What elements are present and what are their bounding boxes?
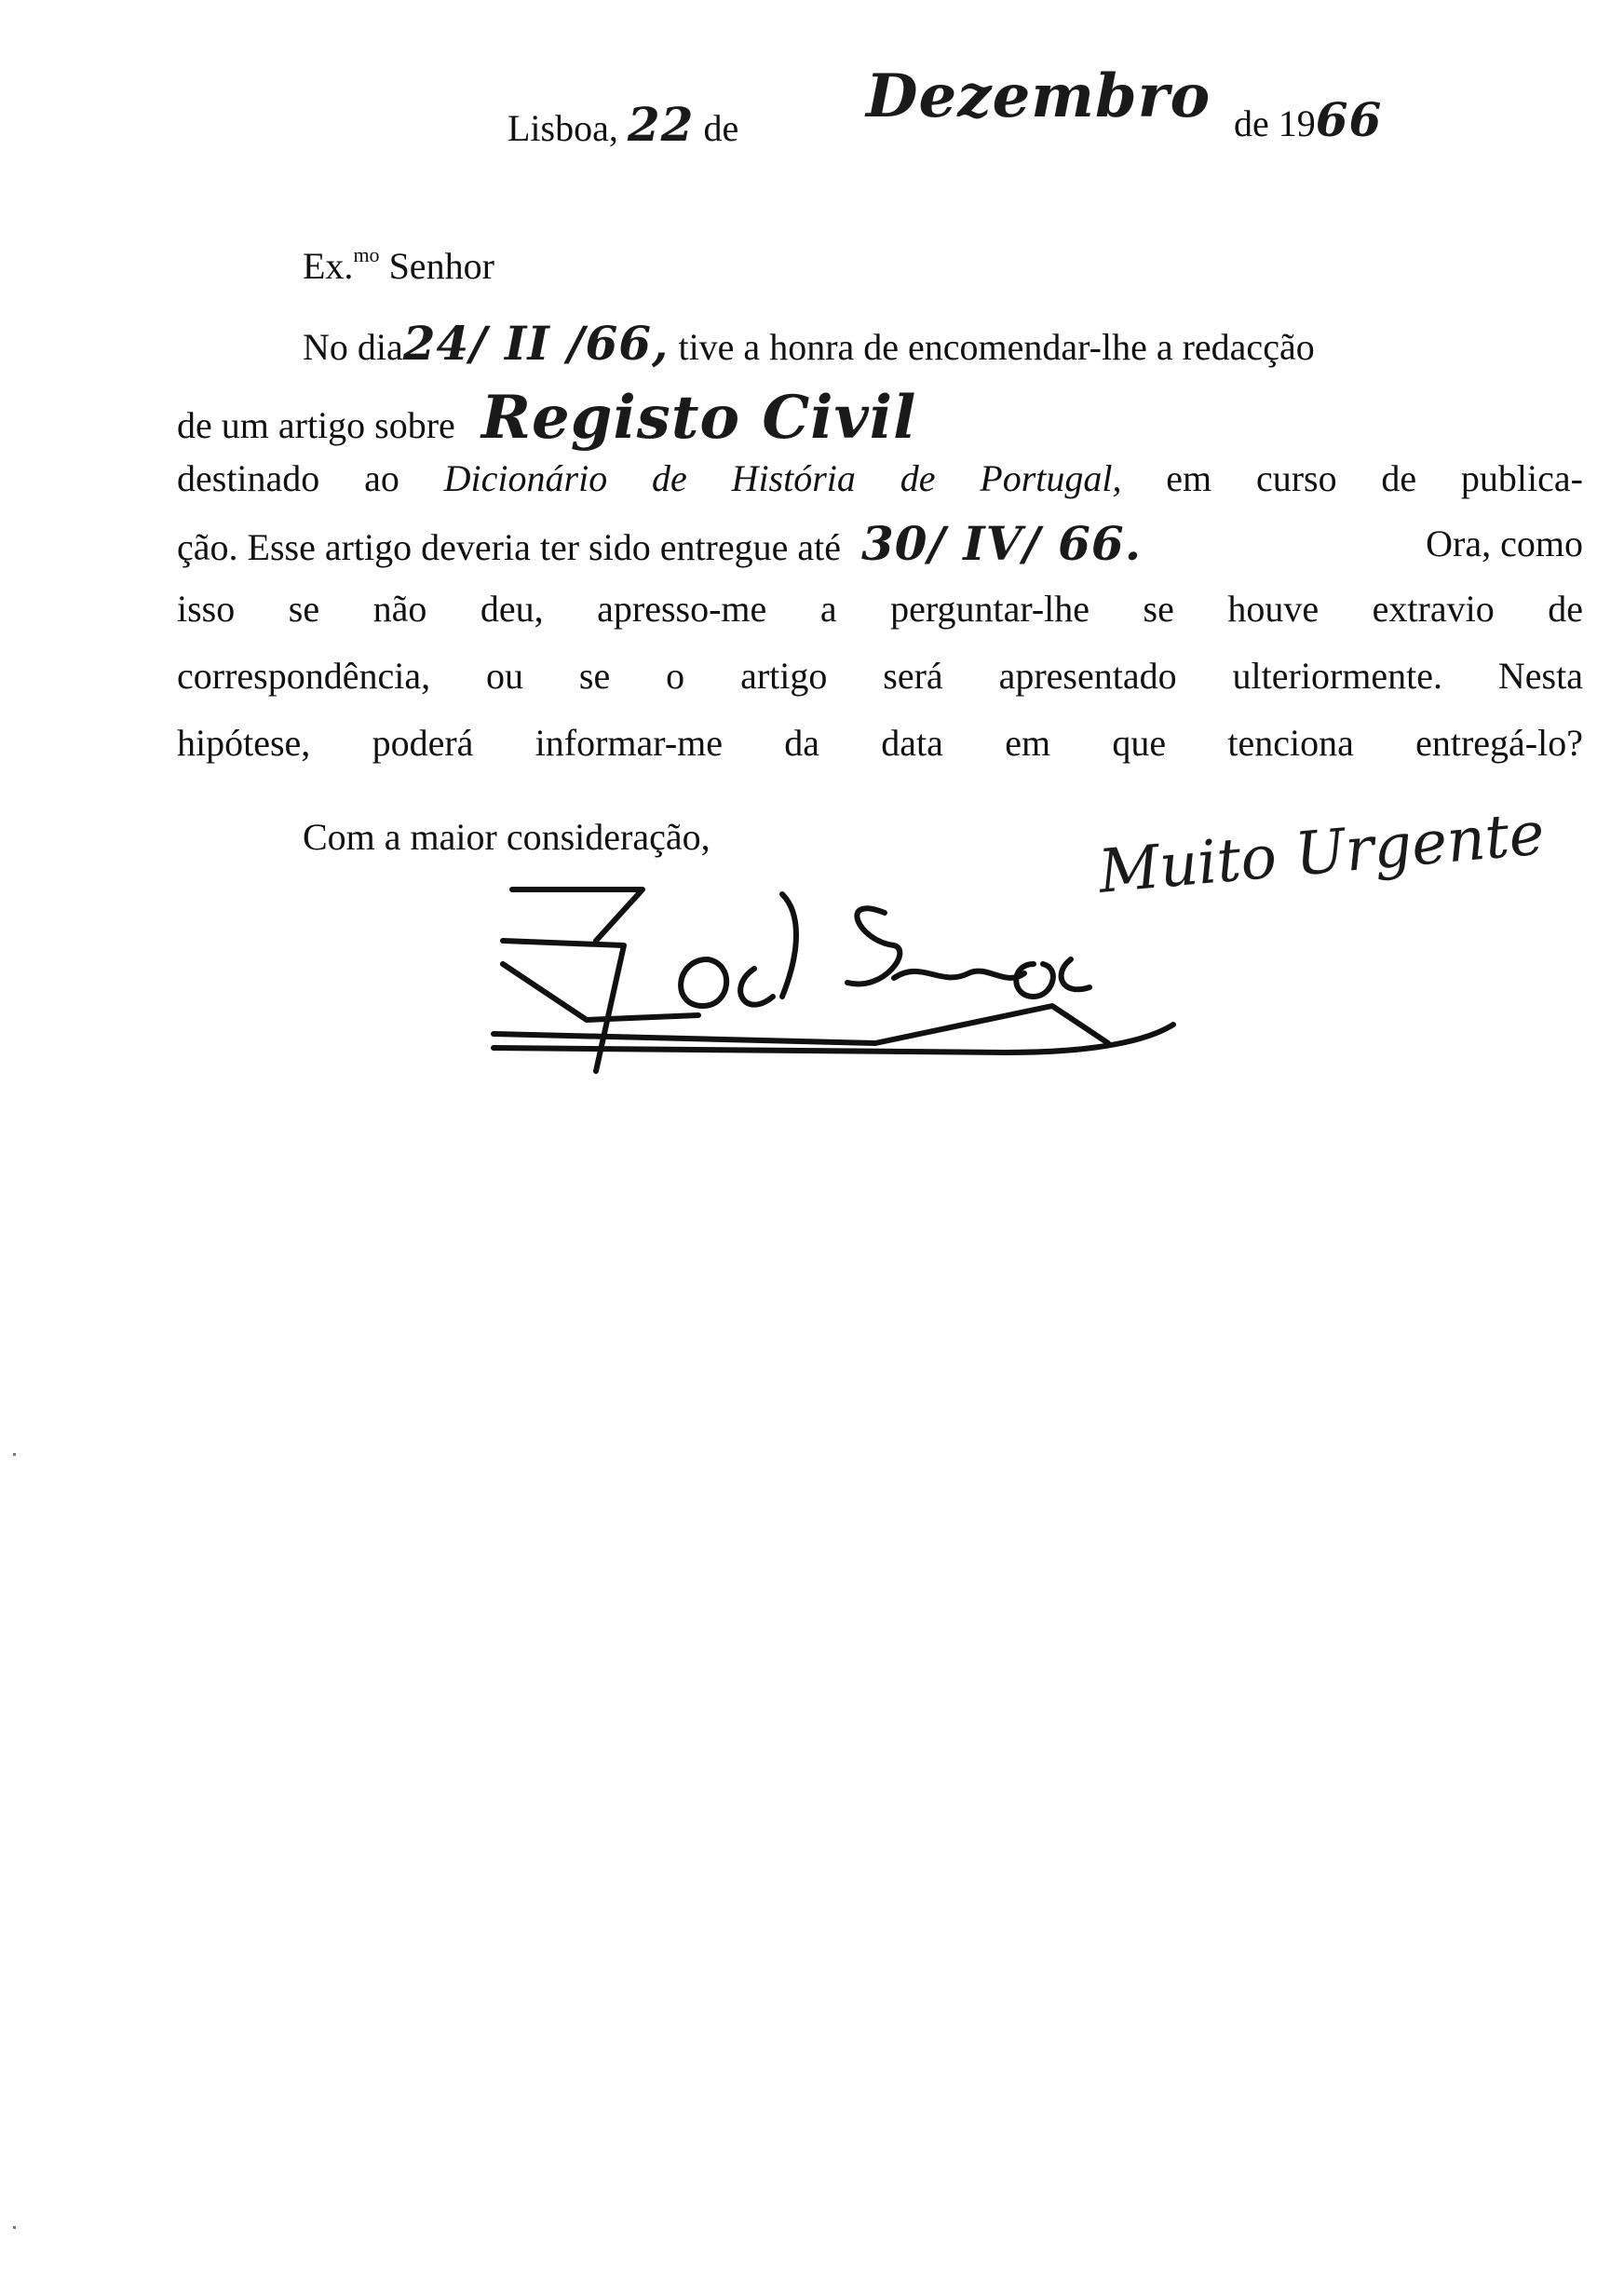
body-l3-a: destinado ao (177, 457, 399, 499)
signature-graphic (484, 857, 1192, 1090)
body-l3-b: em curso de publica- (1166, 457, 1583, 499)
salutation-prefix: Ex. (303, 245, 354, 287)
body-l2-a: de um artigo sobre (177, 404, 455, 446)
salutation-sup: mo (353, 243, 380, 266)
body-l3-title: Dicionário de História de Portugal, (443, 457, 1122, 499)
body-line-1 (303, 316, 1315, 371)
body-l5: isso se não deu, apresso-me a perguntar-lhe se houve extravio de (177, 588, 1583, 630)
body-l1-a: No dia (303, 326, 403, 368)
body-l6: correspondência, ou se o artigo será apresentado ulteriormente. Nesta (177, 655, 1583, 697)
body-l4-date: 30/ IV/ 66. (861, 516, 1143, 571)
date-year-end: 66 (1315, 92, 1383, 147)
body-line-2 (177, 383, 917, 453)
body-l1-date: 24/ II /66, (402, 316, 670, 371)
date-year-prefix: de 19 (1234, 102, 1316, 144)
scan-speck (13, 1453, 16, 1456)
date-day: 22 (627, 97, 695, 152)
body-l7: hipótese, poderá informar-me da data em que tenciona entregá-lo? (177, 722, 1583, 764)
body-l4-b: Ora, como (1426, 523, 1583, 564)
closing: Com a maior consideração, (303, 816, 710, 858)
body-line-5 (177, 587, 1583, 631)
body-l2-topic: Registo Civil (480, 383, 917, 453)
date-month: Dezembro (866, 61, 1211, 131)
body-l4-a: ção. Esse artigo deveria ter sido entregue até (177, 526, 842, 568)
body-line-3 (177, 456, 1583, 501)
date-line (508, 97, 739, 152)
body-line-4 (177, 516, 1583, 571)
date-year-line (1234, 92, 1383, 147)
date-de: de (703, 107, 739, 149)
body-line-7 (177, 721, 1583, 766)
body-line-6 (177, 654, 1583, 699)
scan-speck (13, 2226, 16, 2229)
date-place: Lisboa, (508, 107, 618, 149)
salutation (303, 233, 494, 289)
salutation-word: Senhor (388, 245, 494, 287)
body-l1-b: tive a honra de encomendar-lhe a redacção (678, 326, 1315, 368)
urgent-note: Muito Urgente (1095, 799, 1548, 907)
